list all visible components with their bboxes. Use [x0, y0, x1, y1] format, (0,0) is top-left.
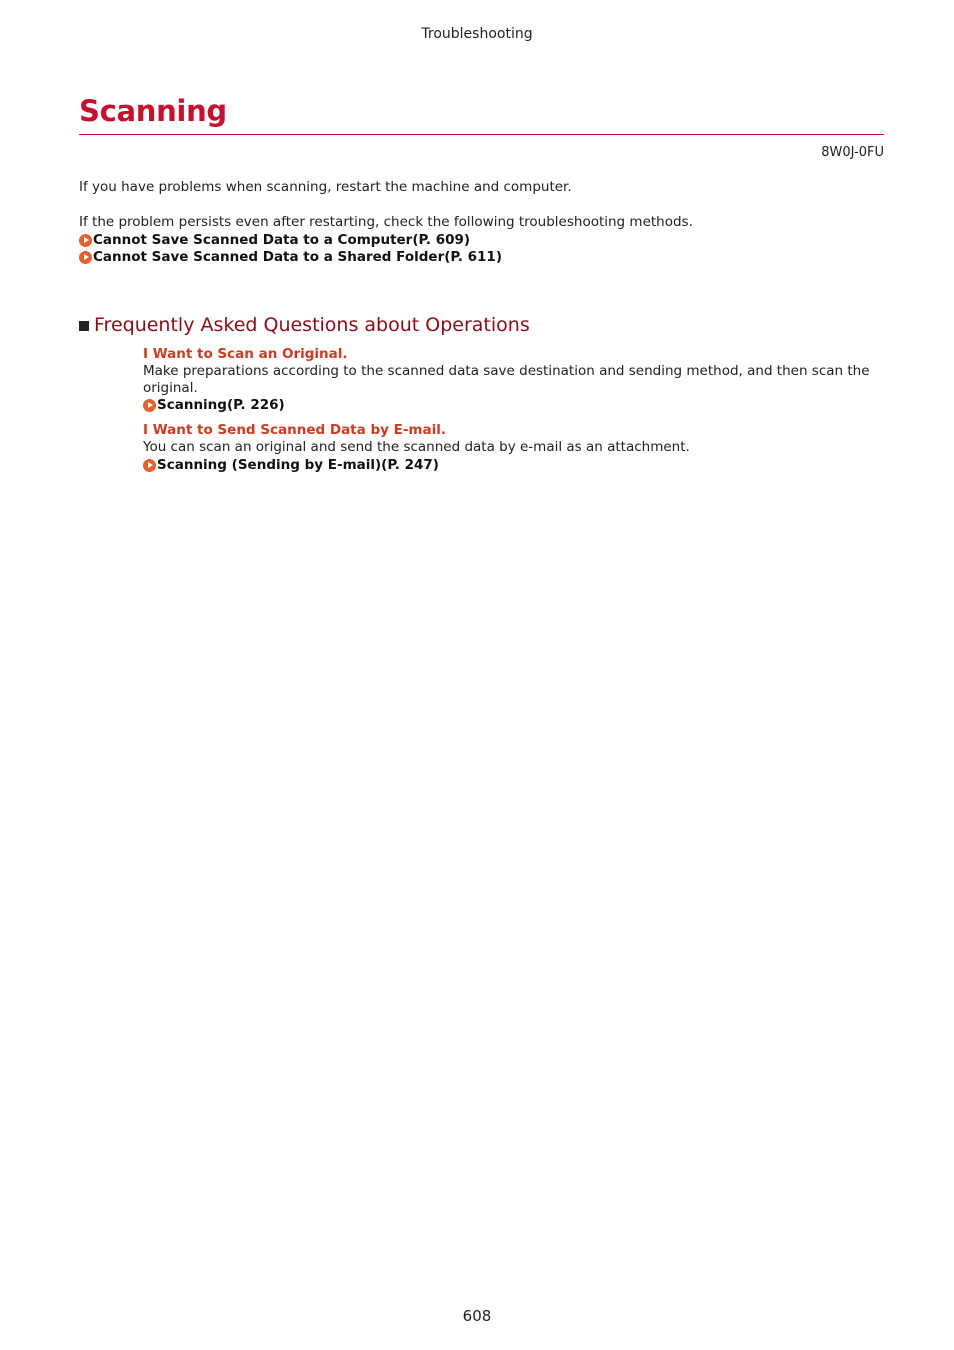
arrow-circle-icon [79, 251, 92, 264]
square-bullet-icon [79, 321, 89, 331]
page-title: Scanning [79, 94, 227, 128]
faq-heading-text: Frequently Asked Questions about Operations [94, 314, 530, 336]
intro-paragraph: If you have problems when scanning, restart the machine and computer. [79, 179, 572, 195]
persist-paragraph: If the problem persists even after restarting, check the following troubleshooting methods. [79, 214, 693, 230]
faq-answer-send-email: You can scan an original and send the scanned data by e-mail as an attachment. [143, 439, 690, 455]
running-header: Troubleshooting [421, 26, 533, 42]
link-label: Cannot Save Scanned Data to a Shared Folder(P. 611) [93, 249, 502, 265]
page-number: 608 [462, 1307, 492, 1325]
arrow-circle-icon [143, 459, 156, 472]
arrow-circle-icon [79, 234, 92, 247]
link-scanning-email[interactable] [143, 457, 439, 474]
link-label: Scanning (Sending by E-mail)(P. 247) [157, 457, 439, 473]
link-cannot-save-to-computer[interactable] [79, 232, 470, 249]
faq-question-scan-original: I Want to Scan an Original. [143, 346, 348, 362]
document-id: 8W0J-0FU [821, 145, 884, 160]
link-label: Scanning(P. 226) [157, 397, 285, 413]
title-divider [79, 134, 884, 135]
faq-answer-scan-original: Make preparations according to the scanned data save destination and sending method, and then scan the original. [143, 363, 870, 396]
faq-section-heading [79, 314, 530, 336]
faq-question-send-email: I Want to Send Scanned Data by E-mail. [143, 422, 446, 438]
link-scanning[interactable] [143, 397, 285, 414]
arrow-circle-icon [143, 399, 156, 412]
link-cannot-save-to-shared-folder[interactable] [79, 249, 502, 266]
link-label: Cannot Save Scanned Data to a Computer(P. 609) [93, 232, 471, 248]
